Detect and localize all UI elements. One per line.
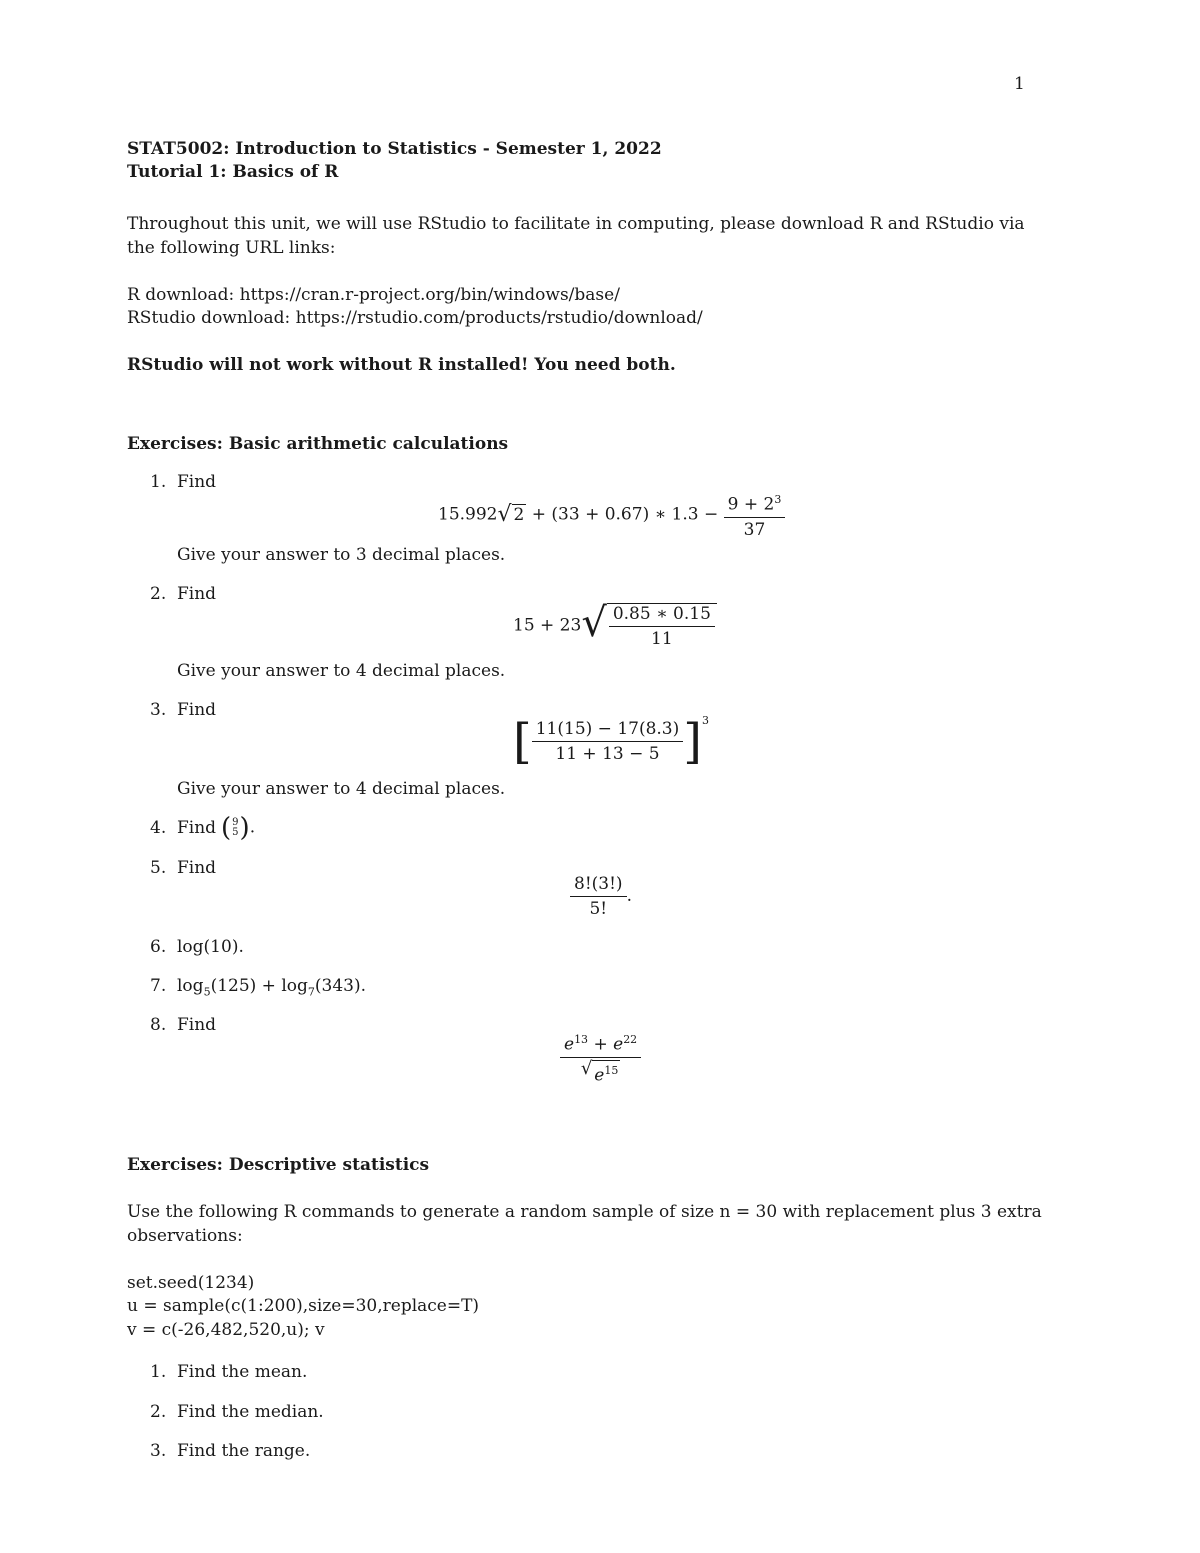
exercise-label: Find the range. [177,1441,311,1461]
intro-line-2: the following URL links: [127,238,336,258]
section-heading-arithmetic: Exercises: Basic arithmetic calculations [127,434,509,454]
page-number: 1 [1014,74,1025,94]
code-line: v = c(-26,482,520,u); v [127,1320,325,1340]
formula-1: 15.992 √ 2 + (33 + 0.67) ∗ 1.3 − $\frac{9 + 2^3}{37}$ [438,490,785,540]
formula-8: $e^{13} + e^{22}$ √ $e^{15}$ [560,1030,641,1085]
document-title: STAT5002: Introduction to Statistics - Semester 1, 2022 [127,139,662,159]
code-line: set.seed(1234) [127,1273,255,1293]
exercise-number: 8. [150,1015,167,1035]
exercise-label: Find [177,700,217,720]
exercise-label: log(10). [177,937,244,957]
section2-intro-line-1: Use the following R commands to generate a random sample of size n = 30 with replacement plus 3 extra [127,1202,1042,1222]
exercise-number: 1. [150,472,167,492]
exercise-note: Give your answer to 4 decimal places. [177,661,506,681]
exercise-label: Find [177,472,217,492]
exercise-label: Find the median. [177,1402,324,1422]
section-heading-descriptive: Exercises: Descriptive statistics [127,1155,430,1175]
exercise-label: Find [177,818,217,838]
exercise-number: 5. [150,858,167,878]
exercise-label: $\log_5(125) + \log_7(343)$. [177,976,367,999]
exercise-label: Find [177,584,217,604]
exercise-number: 2. [150,1402,167,1422]
formula-2: 15 + 23 √ $\frac{0.85 ∗ 0.15}{11}$ [513,603,717,649]
formula-3: [ $\frac{11(15) - 17(8.3)}{11 + 13 - 5}$ ]$^3$ [513,713,709,770]
r-download-link[interactable]: R download: https://cran.r-project.org/bin/windows/base/ [127,285,620,305]
binomial-formula: ( 9 5 ) . [221,813,256,843]
install-warning: RStudio will not work without R installed! You need both. [127,355,676,375]
formula-5: $\frac{8!(3!)}{5!}$ . [570,874,632,919]
exercise-number: 3. [150,700,167,720]
exercise-label: Find [177,1015,217,1035]
exercise-number: 4. [150,818,167,838]
exercise-label: Find the mean. [177,1362,308,1382]
exercise-note: Give your answer to 3 decimal places. [177,545,506,565]
exercise-number: 6. [150,937,167,957]
code-line: u = sample(c(1:200),size=30,replace=T) [127,1296,480,1316]
exercise-number: 2. [150,584,167,604]
exercise-number: 3. [150,1441,167,1461]
document-subtitle: Tutorial 1: Basics of R [127,162,339,182]
section2-intro-line-2: observations: [127,1226,243,1246]
exercise-note: Give your answer to 4 decimal places. [177,779,506,799]
rstudio-download-link[interactable]: RStudio download: https://rstudio.com/products/rstudio/download/ [127,308,703,328]
exercise-number: 1. [150,1362,167,1382]
exercise-number: 7. [150,976,167,996]
intro-line-1: Throughout this unit, we will use RStudio to facilitate in computing, please download R and RStudio via [127,214,1025,234]
exercise-label: Find [177,858,217,878]
